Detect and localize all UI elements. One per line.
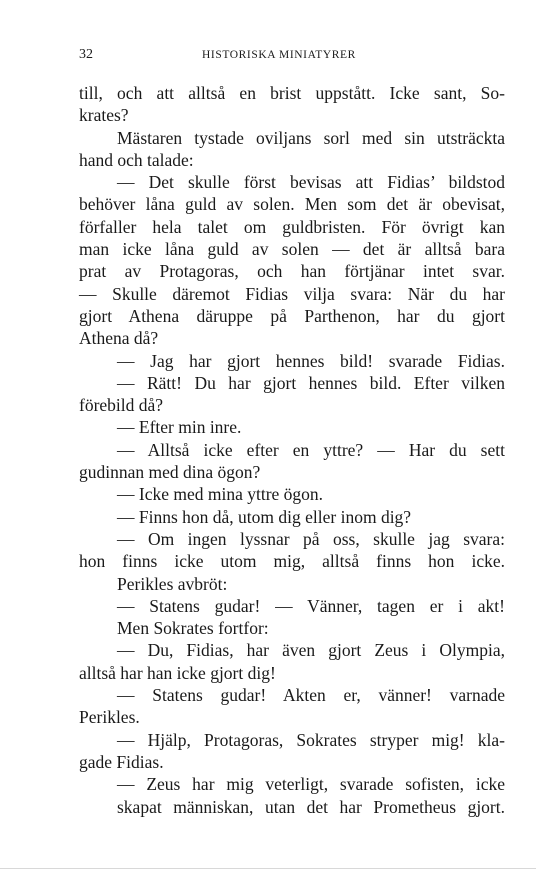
- text-line: Mästaren tystade oviljans sorl med sin utsträckta: [117, 127, 505, 148]
- text-line: Perikles avbröt:: [117, 573, 228, 594]
- text-line: — Du, Fidias, har även gjort Zeus i Olympia,: [117, 640, 505, 661]
- text-line: — Statens gudar! Akten er, vänner! varnade: [117, 685, 505, 706]
- text-line: — Skulle däremot Fidias vilja svara: När du har: [79, 283, 505, 304]
- text-line: förfaller hela talet om guldbristen. För övrigt kan: [79, 216, 505, 237]
- text-line: — Alltså icke efter en yttre? — Har du sett: [117, 439, 505, 460]
- text-line: till, och att alltså en brist uppstått. Icke sant, So-: [79, 83, 505, 103]
- text-line: hon finns icke utom mig, alltså finns hon icke.: [79, 551, 505, 572]
- bottom-edge-line: [0, 868, 536, 869]
- text-line: — Det skulle först bevisas att Fidias’ bildstod: [117, 172, 505, 193]
- text-line: — Rätt! Du har gjort hennes bild. Efter vilken: [117, 372, 505, 393]
- text-line: förebild då?: [79, 395, 164, 416]
- text-line: — Jag har gjort hennes bild! svarade Fidias.: [117, 350, 505, 371]
- text-line: krates?: [79, 105, 129, 126]
- text-line: Athena då?: [79, 328, 159, 349]
- body-text: [79, 82, 505, 818]
- text-line: — Statens gudar! — Vänner, tagen er i akt!: [117, 595, 505, 616]
- text-line: Perikles.: [79, 707, 140, 728]
- text-line: — Om ingen lyssnar på oss, skulle jag svara:: [117, 528, 505, 549]
- text-line: man icke låna guld av solen — det är alltså bara: [79, 239, 505, 260]
- text-line: hand och talade:: [79, 149, 194, 170]
- text-line: gade Fidias.: [79, 751, 164, 772]
- text-line: — Hjälp, Protagoras, Sokrates stryper mig! kla-: [117, 729, 505, 750]
- text-line: — Finns hon då, utom dig eller inom dig?: [117, 506, 412, 527]
- text-line: skapat människan, utan det har Prometheus gjort.: [117, 796, 505, 817]
- text-line: — Icke med mina yttre ögon.: [117, 484, 324, 505]
- text-line: — Efter min inre.: [117, 417, 242, 438]
- running-title: HISTORISKA MINIATYRER: [202, 49, 356, 61]
- text-line: gjort Athena däruppe på Parthenon, har du gjort: [79, 305, 505, 326]
- page-number: 32: [79, 47, 93, 62]
- page-header: [79, 47, 508, 67]
- text-line: alltså har han icke gjort dig!: [79, 662, 276, 683]
- text-line: behöver låna guld av solen. Men som det är obevisat,: [79, 194, 505, 215]
- text-line: prat av Protagoras, och han förtjänar intet svar.: [79, 261, 505, 282]
- text-line: Men Sokrates fortfor:: [117, 618, 269, 639]
- text-line: gudinnan med dina ögon?: [79, 462, 261, 483]
- text-line: — Zeus har mig veterligt, svarade sofisten, icke: [117, 774, 505, 795]
